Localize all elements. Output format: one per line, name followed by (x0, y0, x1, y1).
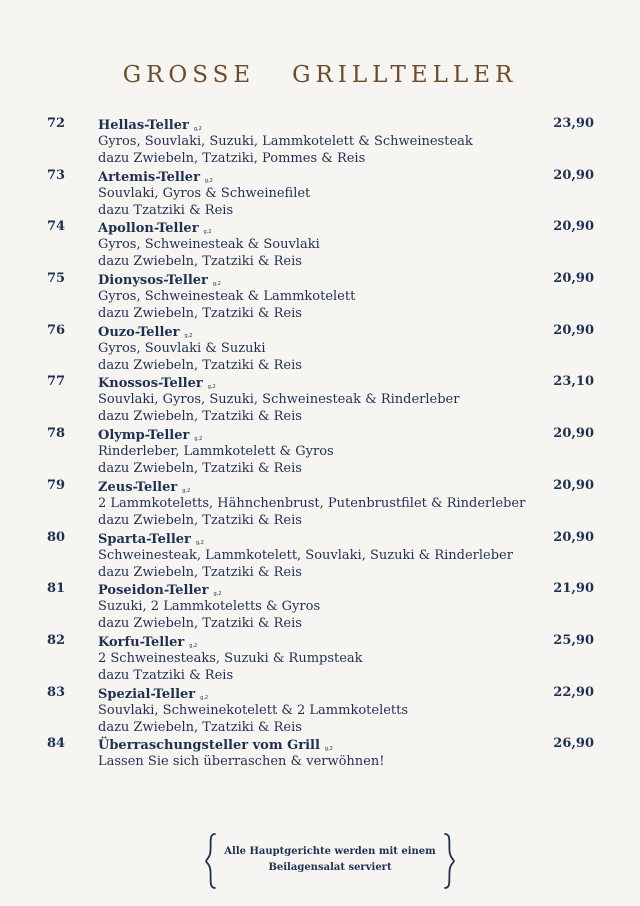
menu-item (0, 580, 640, 632)
item-price: 20,90 (553, 477, 594, 493)
menu-item (0, 425, 640, 477)
allergen-code: g,2 (203, 229, 212, 236)
item-number: 78 (47, 426, 66, 442)
item-description: Gyros, Schweinesteak & Lammkotelett (98, 289, 356, 305)
item-price: 20,90 (553, 271, 594, 287)
item-description: Souvlaki, Gyros & Schweinefilet (98, 185, 311, 201)
item-number: 82 (47, 632, 66, 648)
item-name: Knossos-Teller (98, 376, 203, 392)
item-name: Korfu-Teller (98, 634, 185, 650)
menu-item (0, 632, 640, 684)
item-name: Sparta-Teller (98, 531, 191, 547)
menu-item (0, 322, 640, 374)
allergen-code: g,2 (324, 746, 333, 753)
menu-item (0, 218, 640, 270)
side-salad-note (203, 832, 457, 890)
item-name: Spezial-Teller (98, 686, 196, 702)
item-description: Rinderleber, Lammkotelett & Gyros (98, 444, 334, 460)
item-price: 23,90 (553, 116, 594, 131)
item-sides: dazu Zwiebeln, Tzatziki, Pommes & Reis (98, 151, 366, 166)
item-sides: dazu Zwiebeln, Tzatziki & Reis (98, 254, 302, 270)
allergen-code: g,2 (189, 642, 198, 649)
menu-item (0, 529, 640, 581)
item-sides: dazu Zwiebeln, Tzatziki & Reis (98, 306, 302, 322)
item-name: Ouzo-Teller (98, 324, 180, 340)
item-name: Zeus-Teller (98, 479, 178, 495)
item-description: Gyros, Schweinesteak & Souvlaki (98, 237, 320, 253)
item-number: 74 (47, 219, 66, 235)
item-name: Artemis-Teller (98, 169, 200, 185)
item-price: 23,10 (553, 374, 594, 390)
allergen-code: g,2 (193, 126, 202, 132)
allergen-code: g,2 (195, 539, 204, 546)
item-number: 75 (47, 271, 66, 287)
item-number: 77 (47, 374, 66, 390)
right-curly-brace-icon (441, 832, 457, 890)
item-price: 20,90 (553, 219, 594, 235)
item-sides: dazu Zwiebeln, Tzatziki & Reis (98, 512, 302, 528)
allergen-code: g,2 (207, 384, 216, 391)
item-number: 79 (47, 477, 66, 493)
item-number: 80 (47, 529, 66, 545)
item-description: 2 Schweinesteaks, Suzuki & Rumpsteak (98, 650, 363, 666)
menu-item (0, 684, 640, 736)
menu-item (0, 477, 640, 529)
item-name: Überraschungsteller vom Grill (98, 738, 320, 754)
item-number: 76 (47, 322, 66, 338)
item-price: 20,90 (553, 529, 594, 545)
item-number: 84 (47, 736, 66, 752)
note-line-2: Beilagensalat serviert (268, 862, 392, 873)
menu-item (0, 373, 640, 425)
item-description: Souvlaki, Gyros, Suzuki, Schweinesteak & Rinderleber (98, 392, 460, 408)
item-sides: dazu Zwiebeln, Tzatziki & Reis (98, 564, 302, 580)
item-description: 2 Lammkoteletts, Hähnchenbrust, Putenbrustfilet & Rinderleber (98, 495, 526, 511)
allergen-code: g,2 (212, 281, 221, 288)
allergen-code: g,2 (184, 332, 193, 339)
item-sides: dazu Zwiebeln, Tzatziki & Reis (98, 616, 302, 632)
item-number: 72 (47, 116, 66, 131)
item-sides: dazu Tzatziki & Reis (98, 667, 234, 683)
item-sides: dazu Zwiebeln, Tzatziki & Reis (98, 357, 302, 373)
allergen-code: g,2 (200, 694, 209, 701)
item-number: 81 (47, 581, 66, 597)
item-number: 73 (47, 167, 66, 183)
allergen-code: g,2 (213, 591, 222, 598)
menu-item (0, 735, 640, 787)
item-description: Gyros, Souvlaki, Suzuki, Lammkotelett & Schweinesteak (98, 134, 473, 149)
menu-item (0, 115, 640, 167)
item-number: 83 (47, 684, 66, 700)
menu-list (0, 115, 640, 787)
item-price: 20,90 (553, 322, 594, 338)
menu-item (0, 270, 640, 322)
item-sides: dazu Zwiebeln, Tzatziki & Reis (98, 409, 302, 425)
item-name: Apollon-Teller (98, 221, 199, 237)
menu-item (0, 167, 640, 219)
allergen-code: g,2 (194, 436, 203, 443)
item-description: Suzuki, 2 Lammkoteletts & Gyros (98, 599, 321, 615)
page-title: GROSSE GRILLTELLER (122, 62, 518, 88)
item-price: 25,90 (553, 632, 594, 648)
item-price: 20,90 (553, 167, 594, 183)
note-line-1: Alle Hauptgerichte werden mit einem (224, 846, 436, 857)
allergen-code: g,2 (204, 177, 213, 184)
item-description: Souvlaki, Schweinekotelett & 2 Lammkoteletts (98, 702, 409, 718)
item-sides: dazu Zwiebeln, Tzatziki & Reis (98, 719, 302, 735)
allergen-code: g,2 (182, 487, 191, 494)
item-name: Hellas-Teller (98, 118, 189, 133)
item-price: 22,90 (553, 684, 594, 700)
item-name: Olymp-Teller (98, 428, 190, 444)
left-curly-brace-icon (203, 832, 219, 890)
item-price: 21,90 (553, 581, 594, 597)
item-name: Poseidon-Teller (98, 583, 209, 599)
item-description: Lassen Sie sich überraschen & verwöhnen! (98, 754, 385, 770)
item-description: Gyros, Souvlaki & Suzuki (98, 340, 266, 356)
item-price: 20,90 (553, 426, 594, 442)
item-price: 26,90 (553, 736, 594, 752)
item-name: Dionysos-Teller (98, 273, 208, 289)
item-sides: dazu Zwiebeln, Tzatziki & Reis (98, 461, 302, 477)
note-text (219, 844, 441, 876)
item-sides: dazu Tzatziki & Reis (98, 202, 234, 218)
item-description: Schweinesteak, Lammkotelett, Souvlaki, Suzuki & Rinderleber (98, 547, 513, 563)
